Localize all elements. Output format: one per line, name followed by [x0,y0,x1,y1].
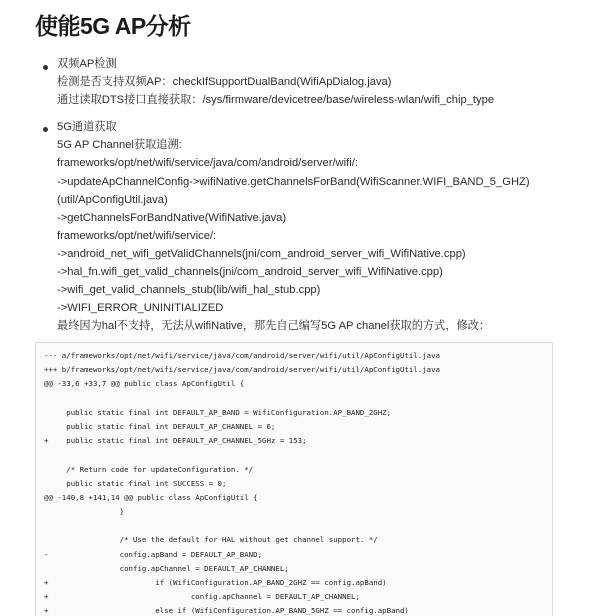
section-heading: 双频AP检测 [57,58,117,70]
section-heading: 5G通道获取 [57,121,117,133]
code-line: public static final int DEFAULT_AP_BAND = WifiConfiguration.AP_BAND_2GHZ; [44,407,392,417]
code-line [44,448,440,462]
code-line: + config.apChannel = DEFAULT_AP_CHANNEL; [44,592,360,602]
diff-lines [44,349,440,616]
bullet-icon [43,127,48,132]
code-line: + if (WifiConfiguration.AP_BAND_2GHZ == config.apBand) [44,578,387,587]
code-line: config.apChannel = DEFAULT_AP_CHANNEL; [44,563,289,573]
text-line: 检测是否支持双频AP：checkIfSupportDualBand(WifiApDialog.java) [57,76,392,88]
bullet-icon [43,65,48,70]
text-line: frameworks/opt/net/wifi/service/: [57,230,217,242]
code-line: } [44,507,125,517]
code-block [35,342,553,616]
text-line: ->updateApChannelConfig->wifiNative.getChannelsForBand(WifiScanner.WIFI_BAND_5_GHZ) [57,176,530,188]
text-line: (util/ApConfigUtil.java) [57,194,168,206]
code-line: @@ -33,6 +33,7 @@ public class ApConfigUtil { [44,379,245,389]
text-line: 5G AP Channel获取追溯: [57,139,182,151]
code-line: --- a/frameworks/opt/net/wifi/service/java/com/android/server/wifi/util/ApConfigUtil.java [44,351,441,360]
page-title: 使能5G AP分析 [35,13,191,39]
code-line: /* Use the default for HAL without get channel support. */ [44,535,378,545]
text-line: ->android_net_wifi_getValidChannels(jni/com_android_server_wifi_WifiNative.cpp) [57,248,466,260]
code-line: public static final int DEFAULT_AP_CHANNEL = 6; [44,421,276,431]
code-line: public static final int SUCCESS = 0; [44,478,227,488]
text-line: ->WIFI_ERROR_UNINITIALIZED [57,302,224,314]
code-line [44,519,440,533]
code-line [44,392,440,406]
code-line: - config.apBand = DEFAULT_AP_BAND; [44,549,263,559]
text-line: frameworks/opt/net/wifi/service/java/com/android/server/wifi/: [57,157,358,169]
text-line: ->hal_fn.wifi_get_valid_channels(jni/com_android_server_wifi_WifiNative.cpp) [57,266,443,278]
code-line: +++ b/frameworks/opt/net/wifi/service/java/com/android/server/wifi/util/ApConfigUtil.java [44,365,441,375]
text-line: 通过读取DTS接口直接获取：/sys/firmware/devicetree/base/wireless-wlan/wifi_chip_type [57,94,495,106]
text-line: 最终因为hal不支持，无法从wifiNative，那先自己编写5G AP chanel获取的方式，修改： [57,320,491,332]
text-line: ->wifi_get_valid_channels_stub(lib/wifi_hal_stub.cpp) [57,284,321,296]
code-line: @@ -140,8 +141,14 @@ public class ApConfigUtil { [44,492,258,502]
code-line: + else if (WifiConfiguration.AP_BAND_5GHZ == config.apBand) [44,606,409,616]
code-line: /* Return code for updateConfiguration. */ [44,464,254,474]
text-line: ->getChannelsForBandNative(WifiNative.java) [57,212,287,224]
code-line: + public static final int DEFAULT_AP_CHANNEL_5GHz = 153; [44,436,307,446]
